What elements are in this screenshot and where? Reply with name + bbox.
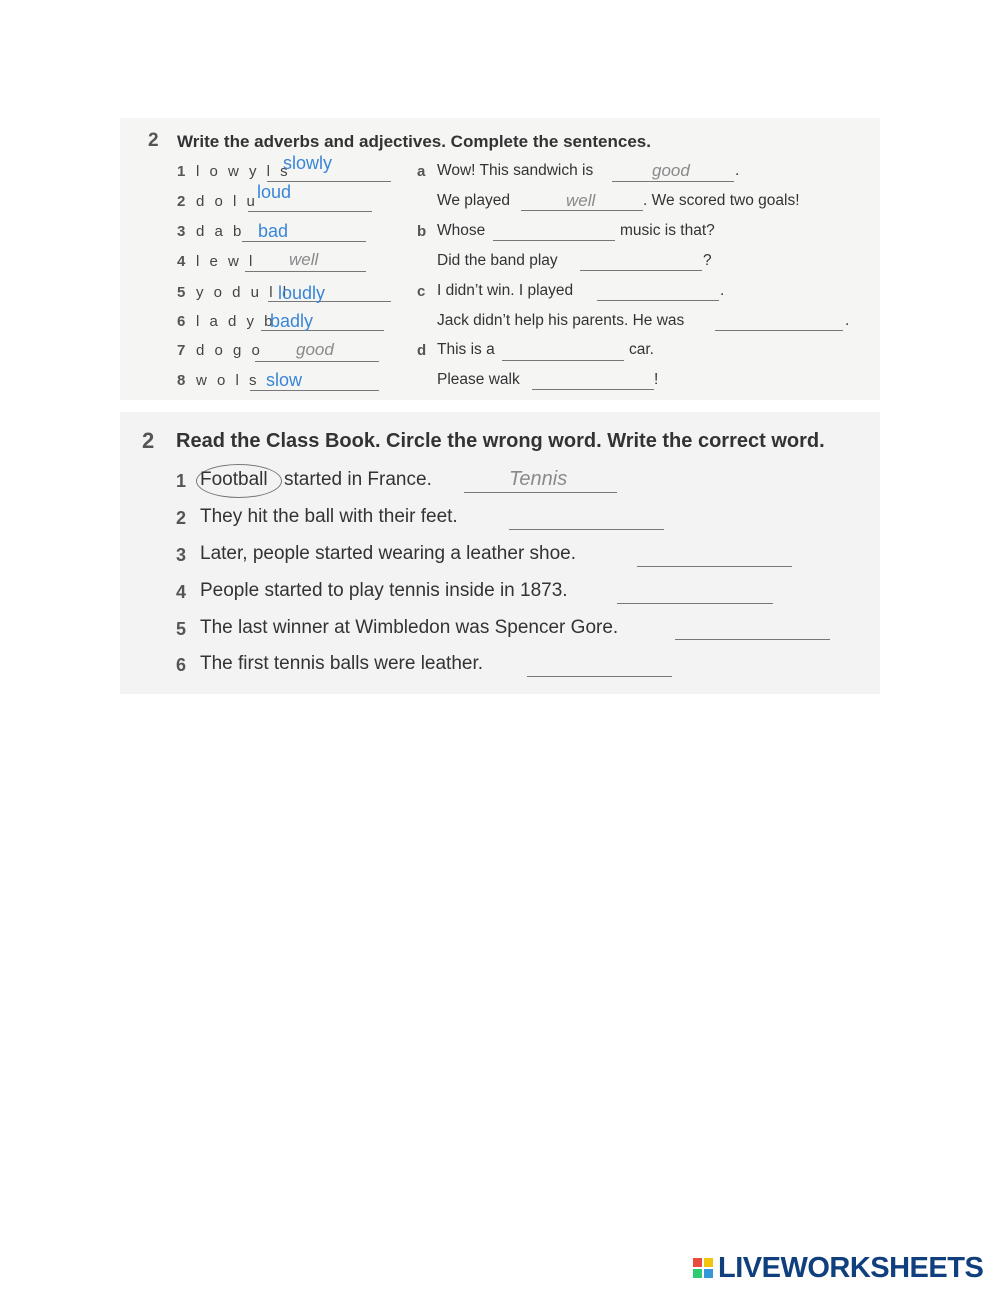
item-letter: c — [417, 283, 426, 300]
sentence-start: Wow! This sandwich is — [437, 162, 594, 179]
sentence-start: I didn’t win. I played — [437, 282, 574, 299]
answer-text[interactable]: good — [296, 340, 334, 359]
answer-text[interactable]: slowly — [283, 153, 333, 173]
sentence-end: . We scored two goals! — [643, 192, 800, 209]
sentence-end: car. — [629, 341, 654, 358]
liveworksheets-logo-icon — [693, 1258, 715, 1280]
sentence-end: ! — [654, 371, 659, 388]
sentence-text: Later, people started wearing a leather shoe. — [200, 543, 577, 564]
logo-square-yellow — [704, 1258, 713, 1267]
sentence-start: Jack didn’t help his parents. He was — [437, 312, 685, 329]
answer-line[interactable] — [532, 389, 654, 390]
item-letter: d — [417, 342, 427, 359]
answer-text[interactable]: loudly — [278, 283, 326, 303]
sentence-end: music is that? — [620, 222, 715, 239]
answer-line[interactable] — [715, 330, 843, 331]
answer-line[interactable] — [612, 181, 734, 182]
answer-text[interactable]: well — [566, 191, 596, 210]
sentence-end: . — [720, 282, 725, 299]
sentence-start: This is a — [437, 341, 495, 358]
answer-line[interactable] — [509, 529, 664, 530]
answer-text[interactable]: badly — [270, 311, 314, 331]
sentence-text: People started to play tennis inside in 1873. — [200, 580, 568, 601]
answer-line[interactable] — [493, 240, 615, 241]
exercise-2-title: Read the Class Book. Circle the wrong word. Write the correct word. — [176, 430, 825, 452]
item-number: 2 — [177, 193, 186, 210]
scrambled-word: d a b — [196, 223, 245, 240]
sentence-start: Whose — [437, 222, 486, 239]
sentence-end: . — [735, 162, 740, 179]
answer-text[interactable]: well — [289, 250, 319, 269]
item-number: 1 — [177, 163, 186, 180]
answer-text[interactable]: good — [652, 161, 690, 180]
item-number: 6 — [177, 313, 186, 330]
item-number: 3 — [177, 223, 186, 240]
scrambled-word: w o l s — [196, 372, 260, 389]
sentence-start: Please walk — [437, 371, 520, 388]
sentence-start: Did the band play — [437, 252, 558, 269]
answer-line[interactable] — [675, 639, 830, 640]
item-number: 1 — [176, 471, 187, 491]
answer-text[interactable]: bad — [258, 221, 289, 241]
item-number: 6 — [176, 655, 187, 675]
liveworksheets-logo-text: LIVEWORKSHEETS — [718, 1252, 984, 1284]
sentence-text: started in France. — [284, 469, 432, 490]
answer-line[interactable] — [502, 360, 624, 361]
item-number: 5 — [176, 619, 187, 639]
answer-line[interactable] — [527, 676, 672, 677]
logo-square-blue — [704, 1269, 713, 1278]
answer-text[interactable]: Tennis — [509, 468, 568, 490]
answer-line[interactable] — [255, 361, 379, 362]
item-number: 5 — [177, 284, 186, 301]
scrambled-word: d o g o — [196, 342, 263, 359]
item-number: 4 — [176, 582, 187, 602]
item-number: 4 — [177, 253, 186, 270]
logo-square-red — [693, 1258, 702, 1267]
answer-line[interactable] — [248, 211, 372, 212]
answer-line[interactable] — [464, 492, 617, 493]
item-number: 2 — [176, 508, 187, 528]
answer-line[interactable] — [580, 270, 702, 271]
answer-line[interactable] — [617, 603, 773, 604]
scrambled-word: l a d y b — [196, 313, 276, 330]
answer-text[interactable]: loud — [257, 182, 292, 202]
sentence-text: They hit the ball with their feet. — [200, 506, 458, 527]
circled-word[interactable]: Football — [200, 469, 268, 490]
item-letter: a — [417, 163, 426, 180]
scrambled-word: l o w y l s — [196, 163, 291, 180]
answer-line[interactable] — [245, 271, 366, 272]
item-number: 7 — [177, 342, 186, 359]
exercise-1-title: Write the adverbs and adjectives. Complete the sentences. — [177, 132, 651, 151]
scrambled-word: d o l u — [196, 193, 258, 210]
item-letter: b — [417, 223, 427, 240]
sentence-start: We played — [437, 192, 510, 209]
answer-text[interactable]: slow — [266, 370, 303, 390]
sentence-end: ? — [703, 252, 712, 269]
logo-square-green — [693, 1269, 702, 1278]
scrambled-word: y o d u l l — [196, 284, 290, 301]
sentence-text: The first tennis balls were leather. — [200, 653, 484, 674]
answer-line[interactable] — [597, 300, 719, 301]
item-number: 3 — [176, 545, 187, 565]
scrambled-word: l e w l — [196, 253, 256, 270]
answer-line[interactable] — [637, 566, 792, 567]
exercise-2-number: 2 — [142, 428, 155, 453]
exercise-1-number: 2 — [148, 130, 159, 151]
item-number: 8 — [177, 372, 186, 389]
sentence-end: . — [845, 312, 850, 329]
sentence-text: The last winner at Wimbledon was Spencer Gore. — [200, 617, 619, 638]
